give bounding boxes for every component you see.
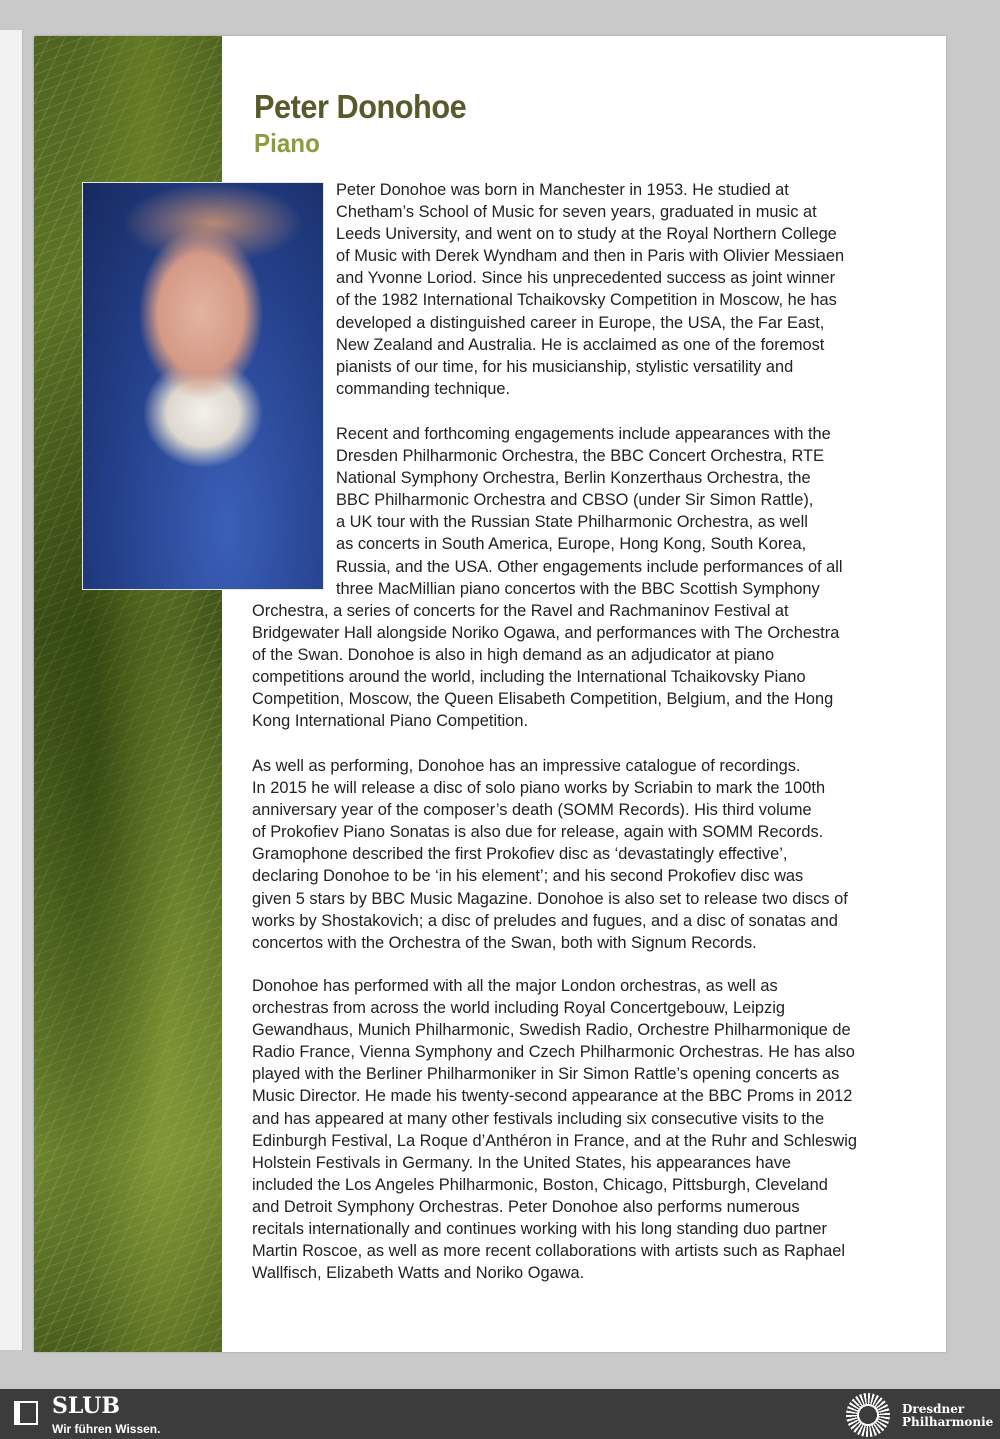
text-line: a UK tour with the Russian State Philharmonic Orchestra, as well <box>336 513 808 532</box>
text-line: Competition, Moscow, the Queen Elisabeth Competition, Belgium, and the Hong <box>252 690 834 709</box>
orchestra-name <box>902 1403 993 1429</box>
page-title: Peter Donohoe <box>254 88 467 125</box>
text-line: recitals internationally and continues working with his long standing duo partner <box>252 1220 827 1239</box>
orchestra-name-line-1: Dresdner <box>902 1402 965 1416</box>
text-line: orchestras from across the world including Royal Concertgebouw, Leipzig <box>252 999 785 1018</box>
text-line: Donohoe has performed with all the major London orchestras, as well as <box>252 977 778 995</box>
text-line: Dresden Philharmonic Orchestra, the BBC Concert Orchestra, RTE <box>336 447 824 466</box>
text-line: BBC Philharmonic Orchestra and CBSO (under Sir Simon Rattle), <box>336 491 814 510</box>
bio-paragraph-3 <box>252 755 848 954</box>
text-line: Russia, and the USA. Other engagements include performances of all <box>336 557 843 576</box>
text-line: Orchestra, a series of concerts for the Ravel and Rachmaninov Festival at <box>252 601 789 620</box>
text-line: New Zealand and Australia. He is acclaimed as one of the foremost <box>336 335 825 354</box>
text-line: of Prokofiev Piano Sonatas is also due for release, again with SOMM Records. <box>252 823 824 842</box>
text-line: Holstein Festivals in Germany. In the United States, his appearances have <box>252 1153 792 1172</box>
text-line: As well as performing, Donohoe has an impressive catalogue of recordings. <box>252 757 801 775</box>
text-line: Chetham’s School of Music for seven years, graduated in music at <box>336 203 817 222</box>
text-line: Gramophone described the first Prokofiev disc as ‘devastatingly effective’, <box>252 845 788 864</box>
text-line: Peter Donohoe was born in Manchester in 1953. He studied at <box>336 181 789 199</box>
text-line: competitions around the world, including the International Tchaikovsky Piano <box>252 668 806 687</box>
text-line: and Detroit Symphony Orchestras. Peter Donohoe also performs numerous <box>252 1197 800 1216</box>
text-line: of Music with Derek Wyndham and then in Paris with Olivier Messiaen <box>336 247 845 266</box>
library-name: SLUB <box>52 1393 120 1419</box>
library-tagline: Wir führen Wissen. <box>52 1422 161 1436</box>
text-line: Leeds University, and went on to study at the Royal Northern College <box>336 225 837 244</box>
text-line: Bridgewater Hall alongside Noriko Ogawa, and performances with The Orchestra <box>252 623 840 642</box>
text-line: Martin Roscoe, as well as more recent collaborations with artists such as Raphael <box>252 1242 846 1261</box>
text-line: anniversary year of the composer’s death (SOMM Records). His third volume <box>252 801 812 820</box>
text-line: National Symphony Orchestra, Berlin Konzerthaus Orchestra, the <box>336 469 811 488</box>
portrait-photo <box>82 182 324 590</box>
text-line: Recent and forthcoming engagements include appearances with the <box>336 425 831 443</box>
bio-paragraph-2 <box>252 423 843 732</box>
text-line: of the Swan. Donohoe is also in high demand as an adjudicator at piano <box>252 645 775 664</box>
text-line: played with the Berliner Philharmoniker in Sir Simon Rattle’s opening concerts as <box>252 1065 840 1084</box>
slub-book-icon <box>14 1401 38 1425</box>
previous-page-edge <box>0 30 23 1350</box>
archive-footer-bar <box>0 1389 1000 1439</box>
text-line: as concerts in South America, Europe, Hong Kong, South Korea, <box>336 535 807 554</box>
text-line: given 5 stars by BBC Music Magazine. Donohoe is also set to release two discs of <box>252 889 848 908</box>
text-line: Gewandhaus, Munich Philharmonic, Swedish Radio, Orchestre Philharmonique de <box>252 1021 851 1040</box>
text-line: Edinburgh Festival, La Roque d’Anthéron in France, and at the Ruhr and Schleswig <box>252 1131 857 1150</box>
text-line: included the Los Angeles Philharmonic, Boston, Chicago, Pittsburgh, Cleveland <box>252 1175 828 1194</box>
page-subtitle: Piano <box>254 128 320 158</box>
text-line: Music Director. He made his twenty-second appearance at the BBC Proms in 2012 <box>252 1087 853 1106</box>
orchestra-name-line-2: Philharmonie <box>902 1415 994 1429</box>
philharmonie-sunburst-icon <box>846 1393 890 1437</box>
text-line: Kong International Piano Competition. <box>252 712 529 731</box>
text-line: Radio France, Vienna Symphony and Czech Philharmonic Orchestras. He has also <box>252 1043 855 1062</box>
text-line: works by Shostakovich; a disc of preludes and fugues, and a disc of sonatas and <box>252 911 838 930</box>
text-line: declaring Donohoe to be ‘in his element’; and his second Prokofiev disc was <box>252 867 804 886</box>
text-line: and Yvonne Loriod. Since his unprecedented success as joint winner <box>336 269 836 288</box>
text-line: and has appeared at many other festivals including six consecutive visits to the <box>252 1109 825 1128</box>
bio-paragraph-1 <box>336 179 844 400</box>
text-line: developed a distinguished career in Europe, the USA, the Far East, <box>336 313 825 332</box>
bio-paragraph-4 <box>252 975 857 1284</box>
text-line: Wallfisch, Elizabeth Watts and Noriko Ogawa. <box>252 1264 585 1283</box>
text-line: three MacMillian piano concertos with the BBC Scottish Symphony <box>336 579 820 598</box>
text-line: pianists of our time, for his musicianship, stylistic versatility and <box>336 357 794 376</box>
text-line: of the 1982 International Tchaikovsky Competition in Moscow, he has <box>336 291 837 310</box>
text-line: commanding technique. <box>336 379 511 398</box>
text-line: concertos with the Orchestra of the Swan, both with Signum Records. <box>252 933 757 952</box>
text-line: In 2015 he will release a disc of solo piano works by Scriabin to mark the 100th <box>252 779 826 798</box>
program-page <box>34 36 946 1352</box>
